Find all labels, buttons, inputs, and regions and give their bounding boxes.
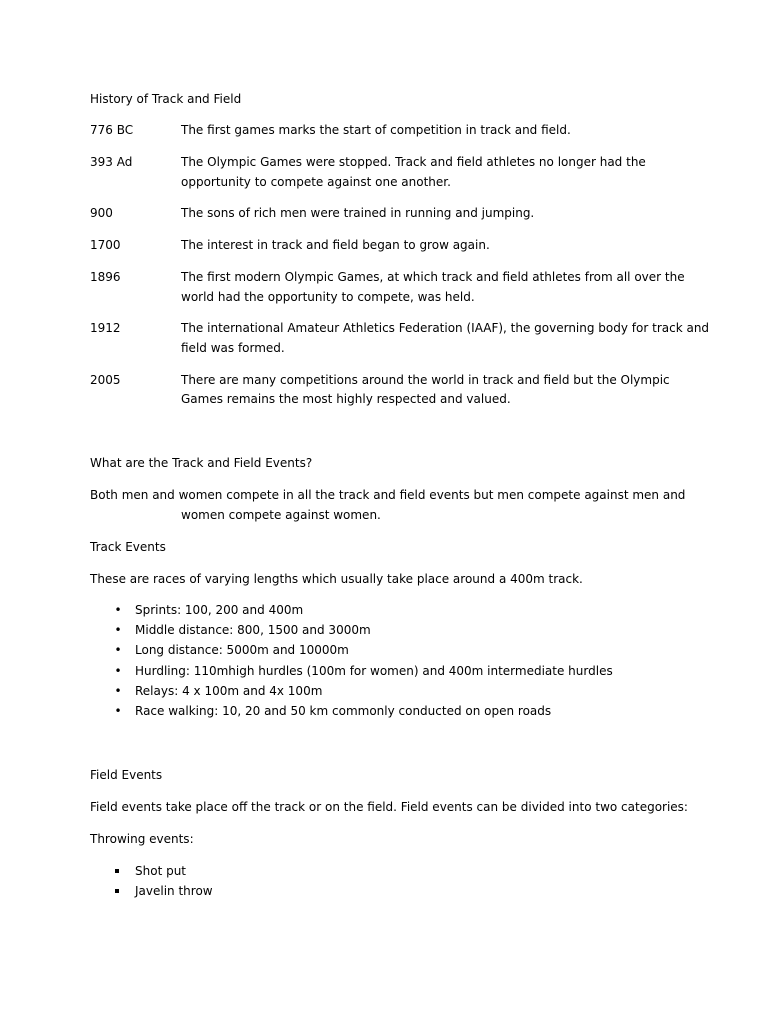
timeline-year: 776 BC	[90, 123, 134, 137]
list-item-text: Sprints: 100, 200 and 400m	[135, 603, 304, 617]
field-events-heading: Field Events	[90, 768, 163, 782]
list-item-text: Relays: 4 x 100m and 4x 100m	[135, 684, 323, 698]
events-intro-line: Both men and women compete in all the track and field events but men compete against men and	[90, 488, 686, 502]
track-events-intro: These are races of varying lengths which usually take place around a 400m track.	[90, 572, 583, 586]
timeline-year: 1912	[90, 321, 121, 335]
bullet-dot: •	[114, 684, 122, 698]
bullet-dot: •	[114, 643, 122, 657]
bullet-dot: •	[114, 603, 122, 617]
square-bullet-icon	[115, 889, 119, 893]
bullet-dot: •	[114, 664, 122, 678]
timeline-event-text: The interest in track and field began to grow again.	[181, 238, 490, 252]
square-bullet-icon	[115, 869, 119, 873]
events-heading: What are the Track and Field Events?	[90, 456, 313, 470]
timeline-event-text: opportunity to compete against one another.	[181, 175, 451, 189]
events-intro-line: women compete against women.	[181, 508, 381, 522]
timeline-event-text: field was formed.	[181, 341, 285, 355]
timeline-year: 1896	[90, 270, 121, 284]
timeline-year: 900	[90, 206, 113, 220]
list-item-text: Long distance: 5000m and 10000m	[135, 643, 349, 657]
throwing-events-heading: Throwing events:	[90, 832, 194, 846]
timeline-event-text: The sons of rich men were trained in running and jumping.	[181, 206, 535, 220]
bullet-dot: •	[114, 623, 122, 637]
timeline-event-text: There are many competitions around the world in track and field but the Olympic	[181, 373, 670, 387]
list-item-text: Race walking: 10, 20 and 50 km commonly conducted on open roads	[135, 704, 552, 718]
document-title: History of Track and Field	[90, 92, 242, 106]
list-item-text: Middle distance: 800, 1500 and 3000m	[135, 623, 371, 637]
timeline-year: 1700	[90, 238, 121, 252]
field-events-intro: Field events take place off the track or on the field. Field events can be divided into two categories:	[90, 800, 688, 814]
bullet-dot: •	[114, 704, 122, 718]
list-item-text: Shot put	[135, 864, 187, 878]
timeline-year: 2005	[90, 373, 121, 387]
timeline-event-text: Games remains the most highly respected and valued.	[181, 392, 511, 406]
timeline-event-text: world had the opportunity to compete, was held.	[181, 290, 475, 304]
list-item-text: Hurdling: 110mhigh hurdles (100m for women) and 400m intermediate hurdles	[135, 664, 613, 678]
timeline-year: 393 Ad	[90, 155, 133, 169]
timeline-event-text: The Olympic Games were stopped. Track and field athletes no longer had the	[181, 155, 646, 169]
track-events-heading: Track Events	[90, 540, 166, 554]
timeline-event-text: The international Amateur Athletics Federation (IAAF), the governing body for track and	[181, 321, 710, 335]
timeline-event-text: The first games marks the start of competition in track and field.	[181, 123, 571, 137]
list-item-text: Javelin throw	[135, 884, 213, 898]
timeline-event-text: The first modern Olympic Games, at which track and field athletes from all over the	[181, 270, 685, 284]
